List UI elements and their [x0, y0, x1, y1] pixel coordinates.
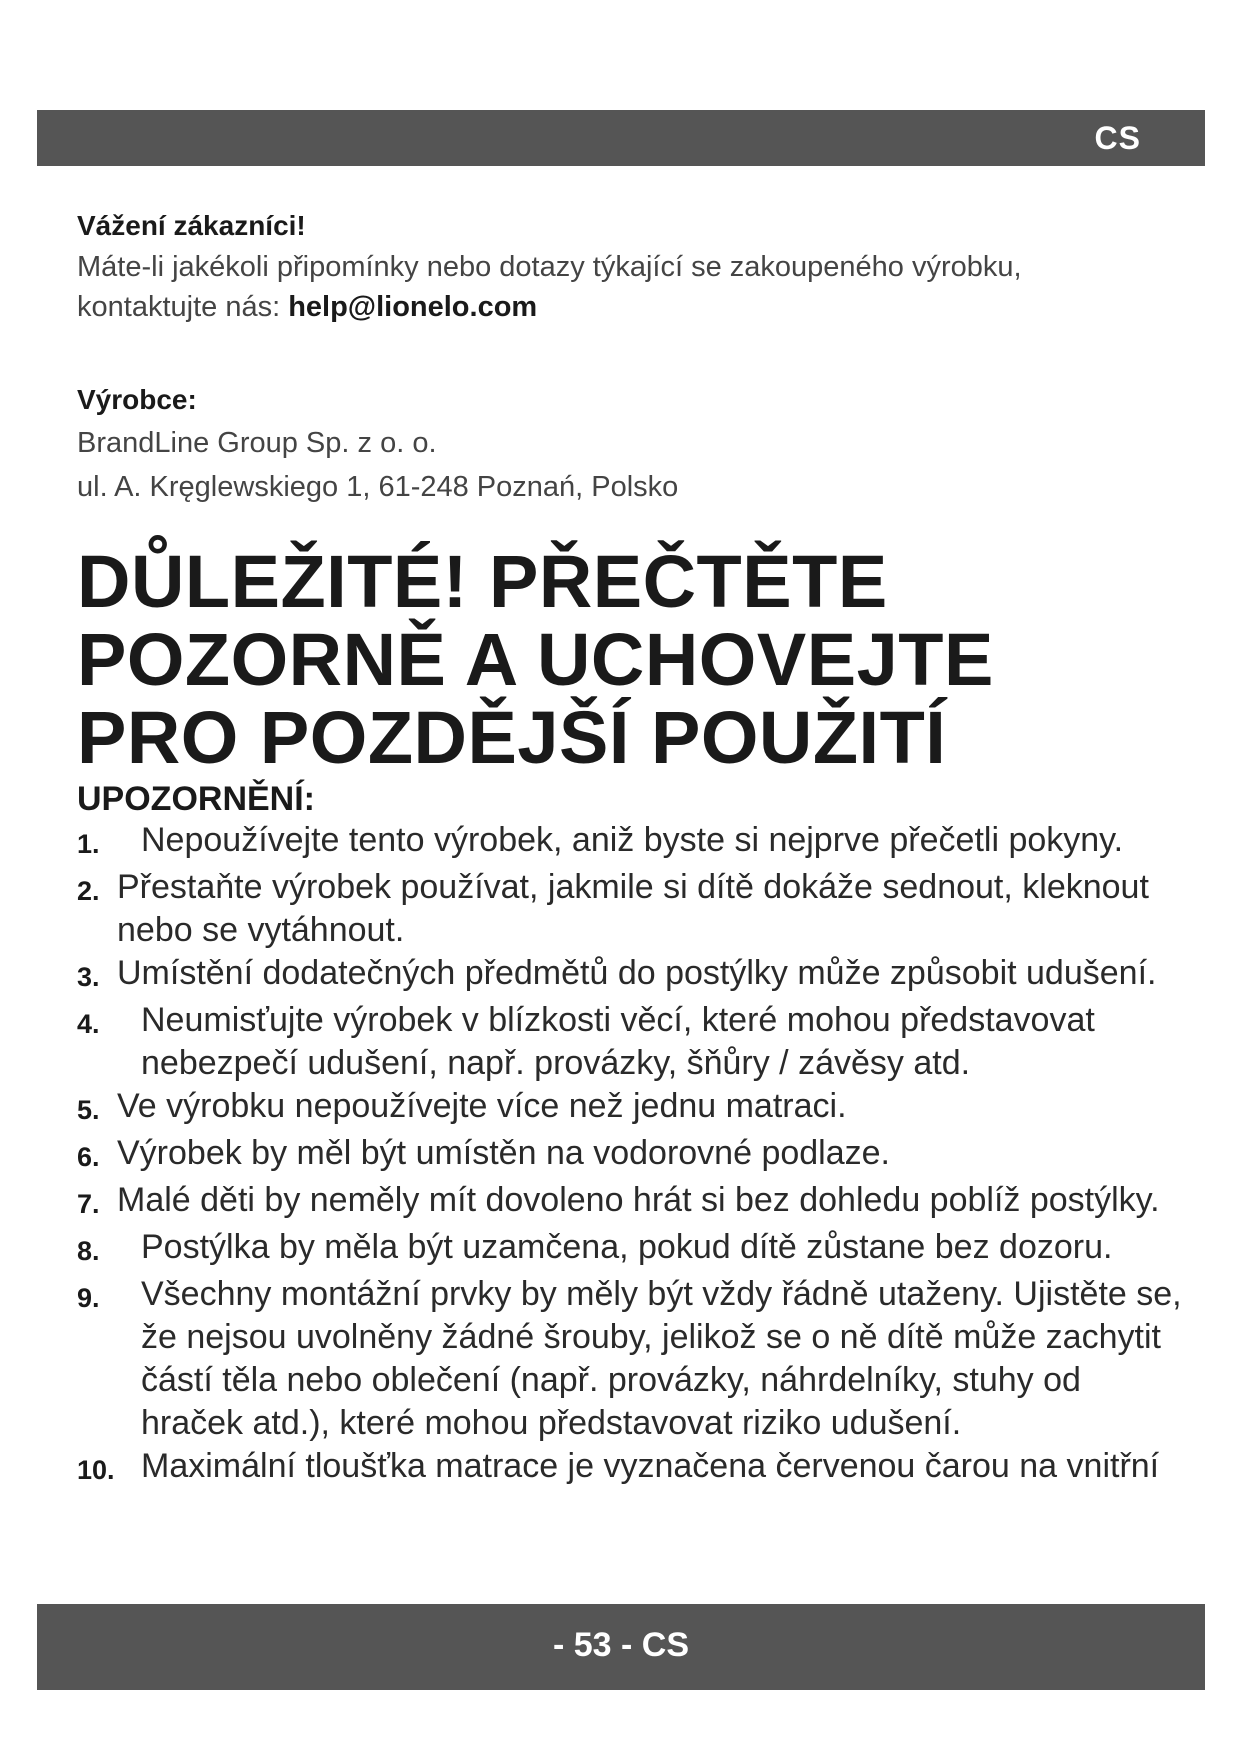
warning-number: 4. [77, 1009, 100, 1039]
warning-number: 7. [77, 1189, 100, 1219]
language-label: CS [1094, 120, 1141, 156]
title-line-1: DŮLEŽITÉ! PŘEČTĚTE [77, 540, 888, 623]
warnings-title: UPOZORNĚNÍ: [77, 780, 315, 818]
warning-number: 6. [77, 1142, 100, 1172]
title-line-2: POZORNĚ A UCHOVEJTE [77, 618, 994, 701]
warning-number: 10. [77, 1455, 115, 1485]
greeting-section [77, 205, 1177, 327]
page-number: - 53 - CS [552, 1626, 690, 1664]
warning-text: Postýlka by měla být uzamčena, pokud dítě zůstane bez dozoru. [141, 1228, 1113, 1266]
contact-email[interactable]: help@lionelo.com [288, 291, 538, 323]
warning-text: Maximální tloušťka matrace je vyznačena červenou čarou na vnitřní [141, 1447, 1160, 1485]
warning-number: 3. [77, 962, 100, 992]
warning-number: 8. [77, 1236, 100, 1266]
header-bar [37, 110, 1205, 166]
warning-number: 5. [77, 1095, 100, 1125]
warning-item [77, 1085, 1187, 1132]
warning-text: Ve výrobku nepoužívejte více než jednu matraci. [117, 1087, 847, 1125]
warning-text: Přestaňte výrobek používat, jakmile si dítě dokáže sednout, kleknout nebo se vytáhnout. [117, 868, 1149, 949]
manufacturer-address: ul. A. Kręglewskiego 1, 61-248 Poznań, Polsko [77, 471, 679, 503]
manufacturer-company: BrandLine Group Sp. z o. o. [77, 427, 437, 459]
warning-item [77, 1132, 1187, 1179]
warning-number: 1. [77, 829, 100, 859]
manufacturer-label: Výrobce: [77, 384, 197, 415]
warning-number: 9. [77, 1283, 100, 1313]
warnings-list [77, 819, 1187, 1492]
warning-text: Malé děti by neměly mít dovoleno hrát si bez dohledu poblíž postýlky. [117, 1181, 1160, 1219]
warning-text: Umístění dodatečných předmětů do postýlky může způsobit udušení. [117, 954, 1157, 992]
warning-item [77, 819, 1187, 866]
footer-bar [37, 1604, 1205, 1690]
greeting-title: Vážení zákazníci! [77, 210, 306, 241]
warning-item [77, 999, 1187, 1085]
greeting-contact-prefix: kontaktujte nás: [77, 291, 289, 323]
manufacturer-section [77, 379, 1177, 509]
warning-number: 2. [77, 876, 100, 906]
warning-text: Všechny montážní prvky by měly být vždy řádně utaženy. Ujistěte se, že nejsou uvolněny žádné šrouby, jelikož se o ně dítě může zachytit částí těla nebo oblečení (např. provázky, náhrdelníky, stuhy od hraček atd.), které mohou představovat riziko udušení. [141, 1275, 1182, 1442]
title-line-3: PRO POZDĚJŠÍ POUŽITÍ [77, 696, 947, 779]
warning-item [77, 1445, 1187, 1492]
warning-text: Neumisťujte výrobek v blízkosti věcí, které mohou představovat nebezpečí udušení, např. provázky, šňůry / závěsy atd. [141, 1001, 1095, 1082]
greeting-text-line2 [77, 287, 1177, 327]
page-content [77, 205, 1182, 1492]
warning-text: Nepoužívejte tento výrobek, aniž byste si nejprve přečetli pokyny. [141, 821, 1124, 859]
warning-item [77, 1273, 1187, 1445]
page-title [77, 540, 1177, 779]
warning-item [77, 1179, 1187, 1226]
warning-text: Výrobek by měl být umístěn na vodorovné podlaze. [117, 1134, 890, 1172]
warning-item [77, 866, 1187, 952]
greeting-text-line1: Máte-li jakékoli připomínky nebo dotazy týkající se zakoupeného výrobku, [77, 251, 1022, 283]
warning-item [77, 952, 1187, 999]
warning-item [77, 1226, 1187, 1273]
